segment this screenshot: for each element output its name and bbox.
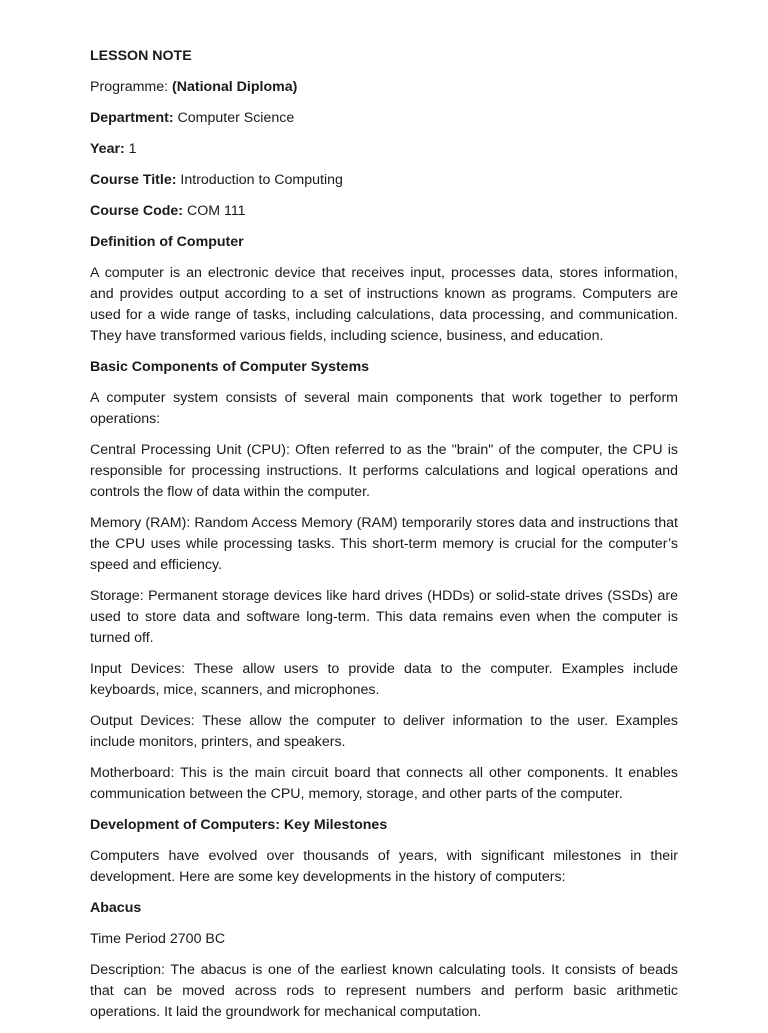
- year-label: Year:: [90, 141, 125, 157]
- memory-paragraph: Memory (RAM): Random Access Memory (RAM) temporarily stores data and instructions that the CPU uses while processing tasks. This short-term memory is crucial for the computer’s speed and efficiency.: [90, 515, 678, 573]
- development-intro: Computers have evolved over thousands of years, with significant milestones in their development. Here are some key developments in the history of computers:: [90, 848, 678, 885]
- course-title-value: Introduction to Computing: [180, 172, 343, 188]
- course-code-label: Course Code:: [90, 203, 184, 219]
- year-value: 1: [128, 141, 137, 157]
- definition-paragraph: A computer is an electronic device that receives input, processes data, stores information, and provides output according to a set of instructions known as programs. Computers are used for a wide range of tasks, including calculations, data processing, and communication. They have transformed various fields, including science, business, and education.: [90, 265, 678, 344]
- course-code-line: [90, 201, 678, 222]
- department-value: Computer Science: [177, 110, 295, 126]
- document-page: [90, 46, 678, 1033]
- abacus-heading: Abacus: [90, 900, 142, 916]
- definition-heading: Definition of Computer: [90, 234, 244, 250]
- output-devices-paragraph: Output Devices: These allow the computer to deliver information to the user. Examples include monitors, printers, and speakers.: [90, 713, 678, 750]
- course-code-value: COM 111: [186, 203, 246, 219]
- input-devices-paragraph: Input Devices: These allow users to provide data to the computer. Examples include keyboards, mice, scanners, and microphones.: [90, 661, 678, 698]
- year-line: [90, 139, 678, 160]
- storage-paragraph: Storage: Permanent storage devices like hard drives (HDDs) or solid-state drives (SSDs) are used to store data and software long-term. This data remains even when the computer is turned off.: [90, 588, 678, 646]
- programme-line: [90, 77, 678, 98]
- development-heading: Development of Computers: Key Milestones: [90, 817, 388, 833]
- components-intro: A computer system consists of several main components that work together to perform operations:: [90, 390, 678, 427]
- motherboard-paragraph: Motherboard: This is the main circuit board that connects all other components. It enables communication between the CPU, memory, storage, and other parts of the computer.: [90, 765, 678, 802]
- department-label: Department:: [90, 110, 174, 126]
- abacus-time-period: Time Period 2700 BC: [90, 931, 226, 947]
- department-line: [90, 108, 678, 129]
- cpu-paragraph: Central Processing Unit (CPU): Often referred to as the "brain" of the computer, the CPU is responsible for processing instructions. It performs calculations and logical operations and controls the flow of data within the computer.: [90, 442, 678, 500]
- programme-label: Programme:: [90, 79, 169, 95]
- document-title: LESSON NOTE: [90, 48, 192, 64]
- course-title-line: [90, 170, 678, 191]
- programme-value: (National Diploma): [172, 79, 298, 95]
- components-heading: Basic Components of Computer Systems: [90, 359, 370, 375]
- abacus-description: Description: The abacus is one of the earliest known calculating tools. It consists of beads that can be moved across rods to represent numbers and perform basic arithmetic operations. It laid the groundwork for mechanical computation.: [90, 962, 678, 1020]
- course-title-label: Course Title:: [90, 172, 177, 188]
